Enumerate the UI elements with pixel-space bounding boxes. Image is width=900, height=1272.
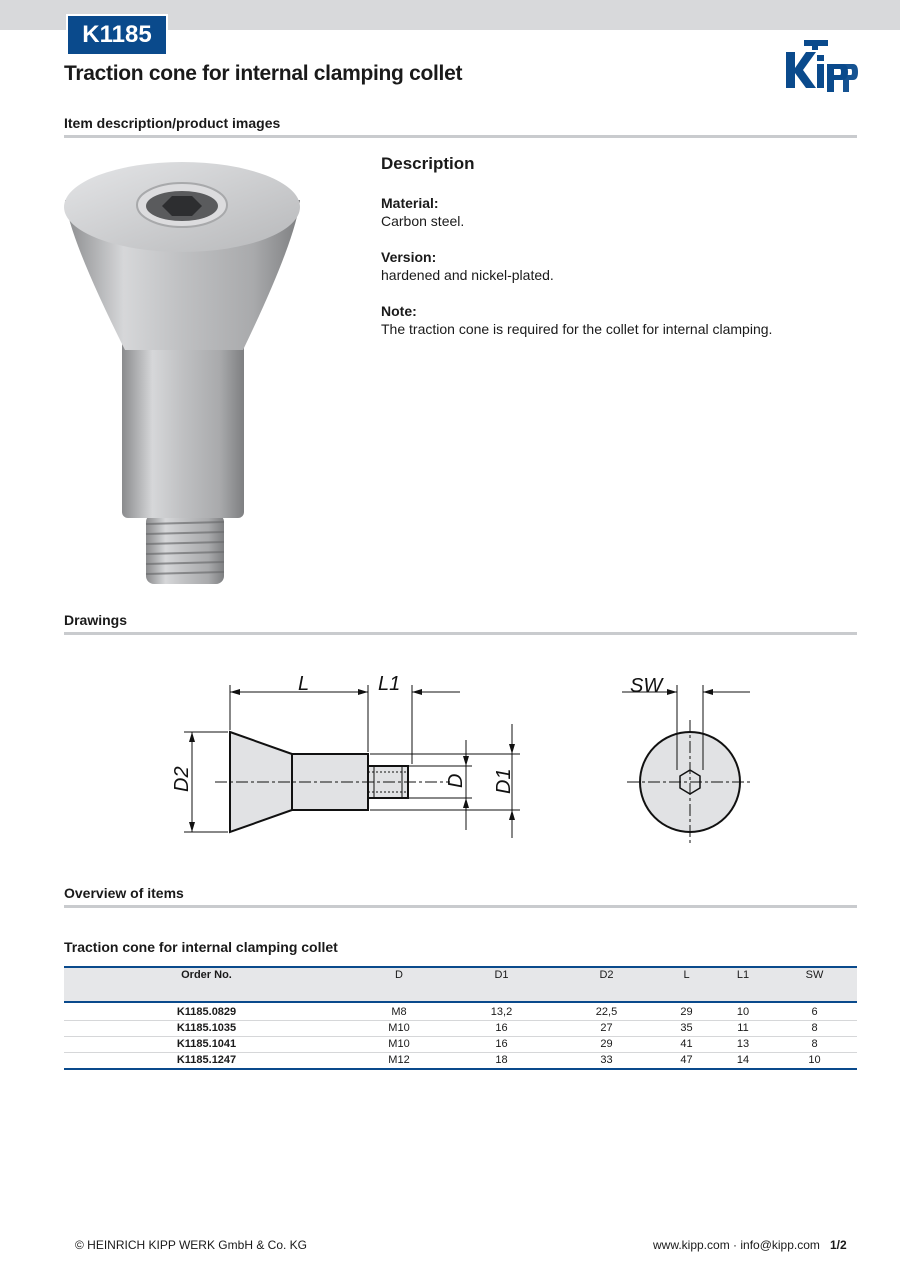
column-header: D2 (554, 967, 659, 1002)
table-row[interactable] (64, 1002, 857, 1021)
section-drawings: Drawings (64, 612, 128, 628)
drawing-label-sw: SW (630, 675, 663, 697)
column-header: D1 (449, 967, 554, 1002)
items-table (64, 966, 857, 1070)
drawing-label-l: L (298, 673, 310, 695)
table-cell: 10 (772, 1053, 857, 1070)
table-cell: 29 (554, 1037, 659, 1053)
table-cell: 27 (554, 1021, 659, 1037)
kipp-logo (782, 38, 858, 92)
section-divider (64, 905, 857, 908)
page-title: Traction cone for internal clamping collet (64, 62, 463, 85)
table-cell: 16 (449, 1037, 554, 1053)
table-cell: 33 (554, 1053, 659, 1070)
section-divider (64, 135, 857, 138)
drawing-label-l1: L1 (378, 673, 401, 695)
table-cell: 6 (772, 1002, 857, 1021)
order-number[interactable]: K1185.1041 (64, 1037, 349, 1053)
material-value: Carbon steel. (381, 213, 465, 229)
drawing-label-d2: D2 (171, 766, 193, 792)
table-title: Traction cone for internal clamping collet (64, 939, 338, 955)
description-heading: Description (381, 154, 475, 173)
drawing-label-d1: D1 (493, 768, 515, 794)
table-cell: M8 (349, 1002, 449, 1021)
table-cell: 35 (659, 1021, 714, 1037)
table-cell: 13,2 (449, 1002, 554, 1021)
table-cell: 22,5 (554, 1002, 659, 1021)
table-cell: 16 (449, 1021, 554, 1037)
table-cell: 10 (714, 1002, 772, 1021)
table-cell: 14 (714, 1053, 772, 1070)
table-header-row (64, 967, 857, 1002)
column-header: L (659, 967, 714, 1002)
table-cell: 41 (659, 1037, 714, 1053)
note-label: Note: (381, 303, 417, 319)
version-label: Version: (381, 249, 437, 265)
section-overview: Overview of items (64, 885, 184, 901)
section-item-description: Item description/product images (64, 115, 281, 131)
table-cell: 18 (449, 1053, 554, 1070)
table-cell: M10 (349, 1021, 449, 1037)
table-row[interactable] (64, 1053, 857, 1070)
table-cell: 8 (772, 1021, 857, 1037)
order-number[interactable]: K1185.1247 (64, 1053, 349, 1070)
product-code-badge: K1185 (66, 14, 168, 56)
technical-drawing (160, 660, 780, 870)
table-cell: 29 (659, 1002, 714, 1021)
table-cell: 8 (772, 1037, 857, 1053)
product-image (60, 160, 310, 590)
note-value: The traction cone is required for the collet for internal clamping. (381, 321, 773, 337)
material-label: Material: (381, 195, 439, 211)
table-cell: M10 (349, 1037, 449, 1053)
order-number[interactable]: K1185.0829 (64, 1002, 349, 1021)
table-cell: M12 (349, 1053, 449, 1070)
footer-contact[interactable]: www.kipp.com · info@kipp.com (653, 1238, 820, 1252)
table-cell: 13 (714, 1037, 772, 1053)
column-header: L1 (714, 967, 772, 1002)
order-number[interactable]: K1185.1035 (64, 1021, 349, 1037)
version-value: hardened and nickel-plated. (381, 267, 554, 283)
table-cell: 11 (714, 1021, 772, 1037)
column-header: Order No. (64, 967, 349, 1002)
table-row[interactable] (64, 1037, 857, 1053)
page-number: 1/2 (830, 1238, 847, 1252)
table-cell: 47 (659, 1053, 714, 1070)
column-header: SW (772, 967, 857, 1002)
column-header: D (349, 967, 449, 1002)
section-divider (64, 632, 857, 635)
logo-text: Kipp (782, 38, 785, 39)
footer-copyright: © HEINRICH KIPP WERK GmbH & Co. KG (75, 1238, 307, 1252)
description-block (381, 154, 851, 356)
drawing-label-d: D (445, 773, 467, 788)
table-row[interactable] (64, 1021, 857, 1037)
